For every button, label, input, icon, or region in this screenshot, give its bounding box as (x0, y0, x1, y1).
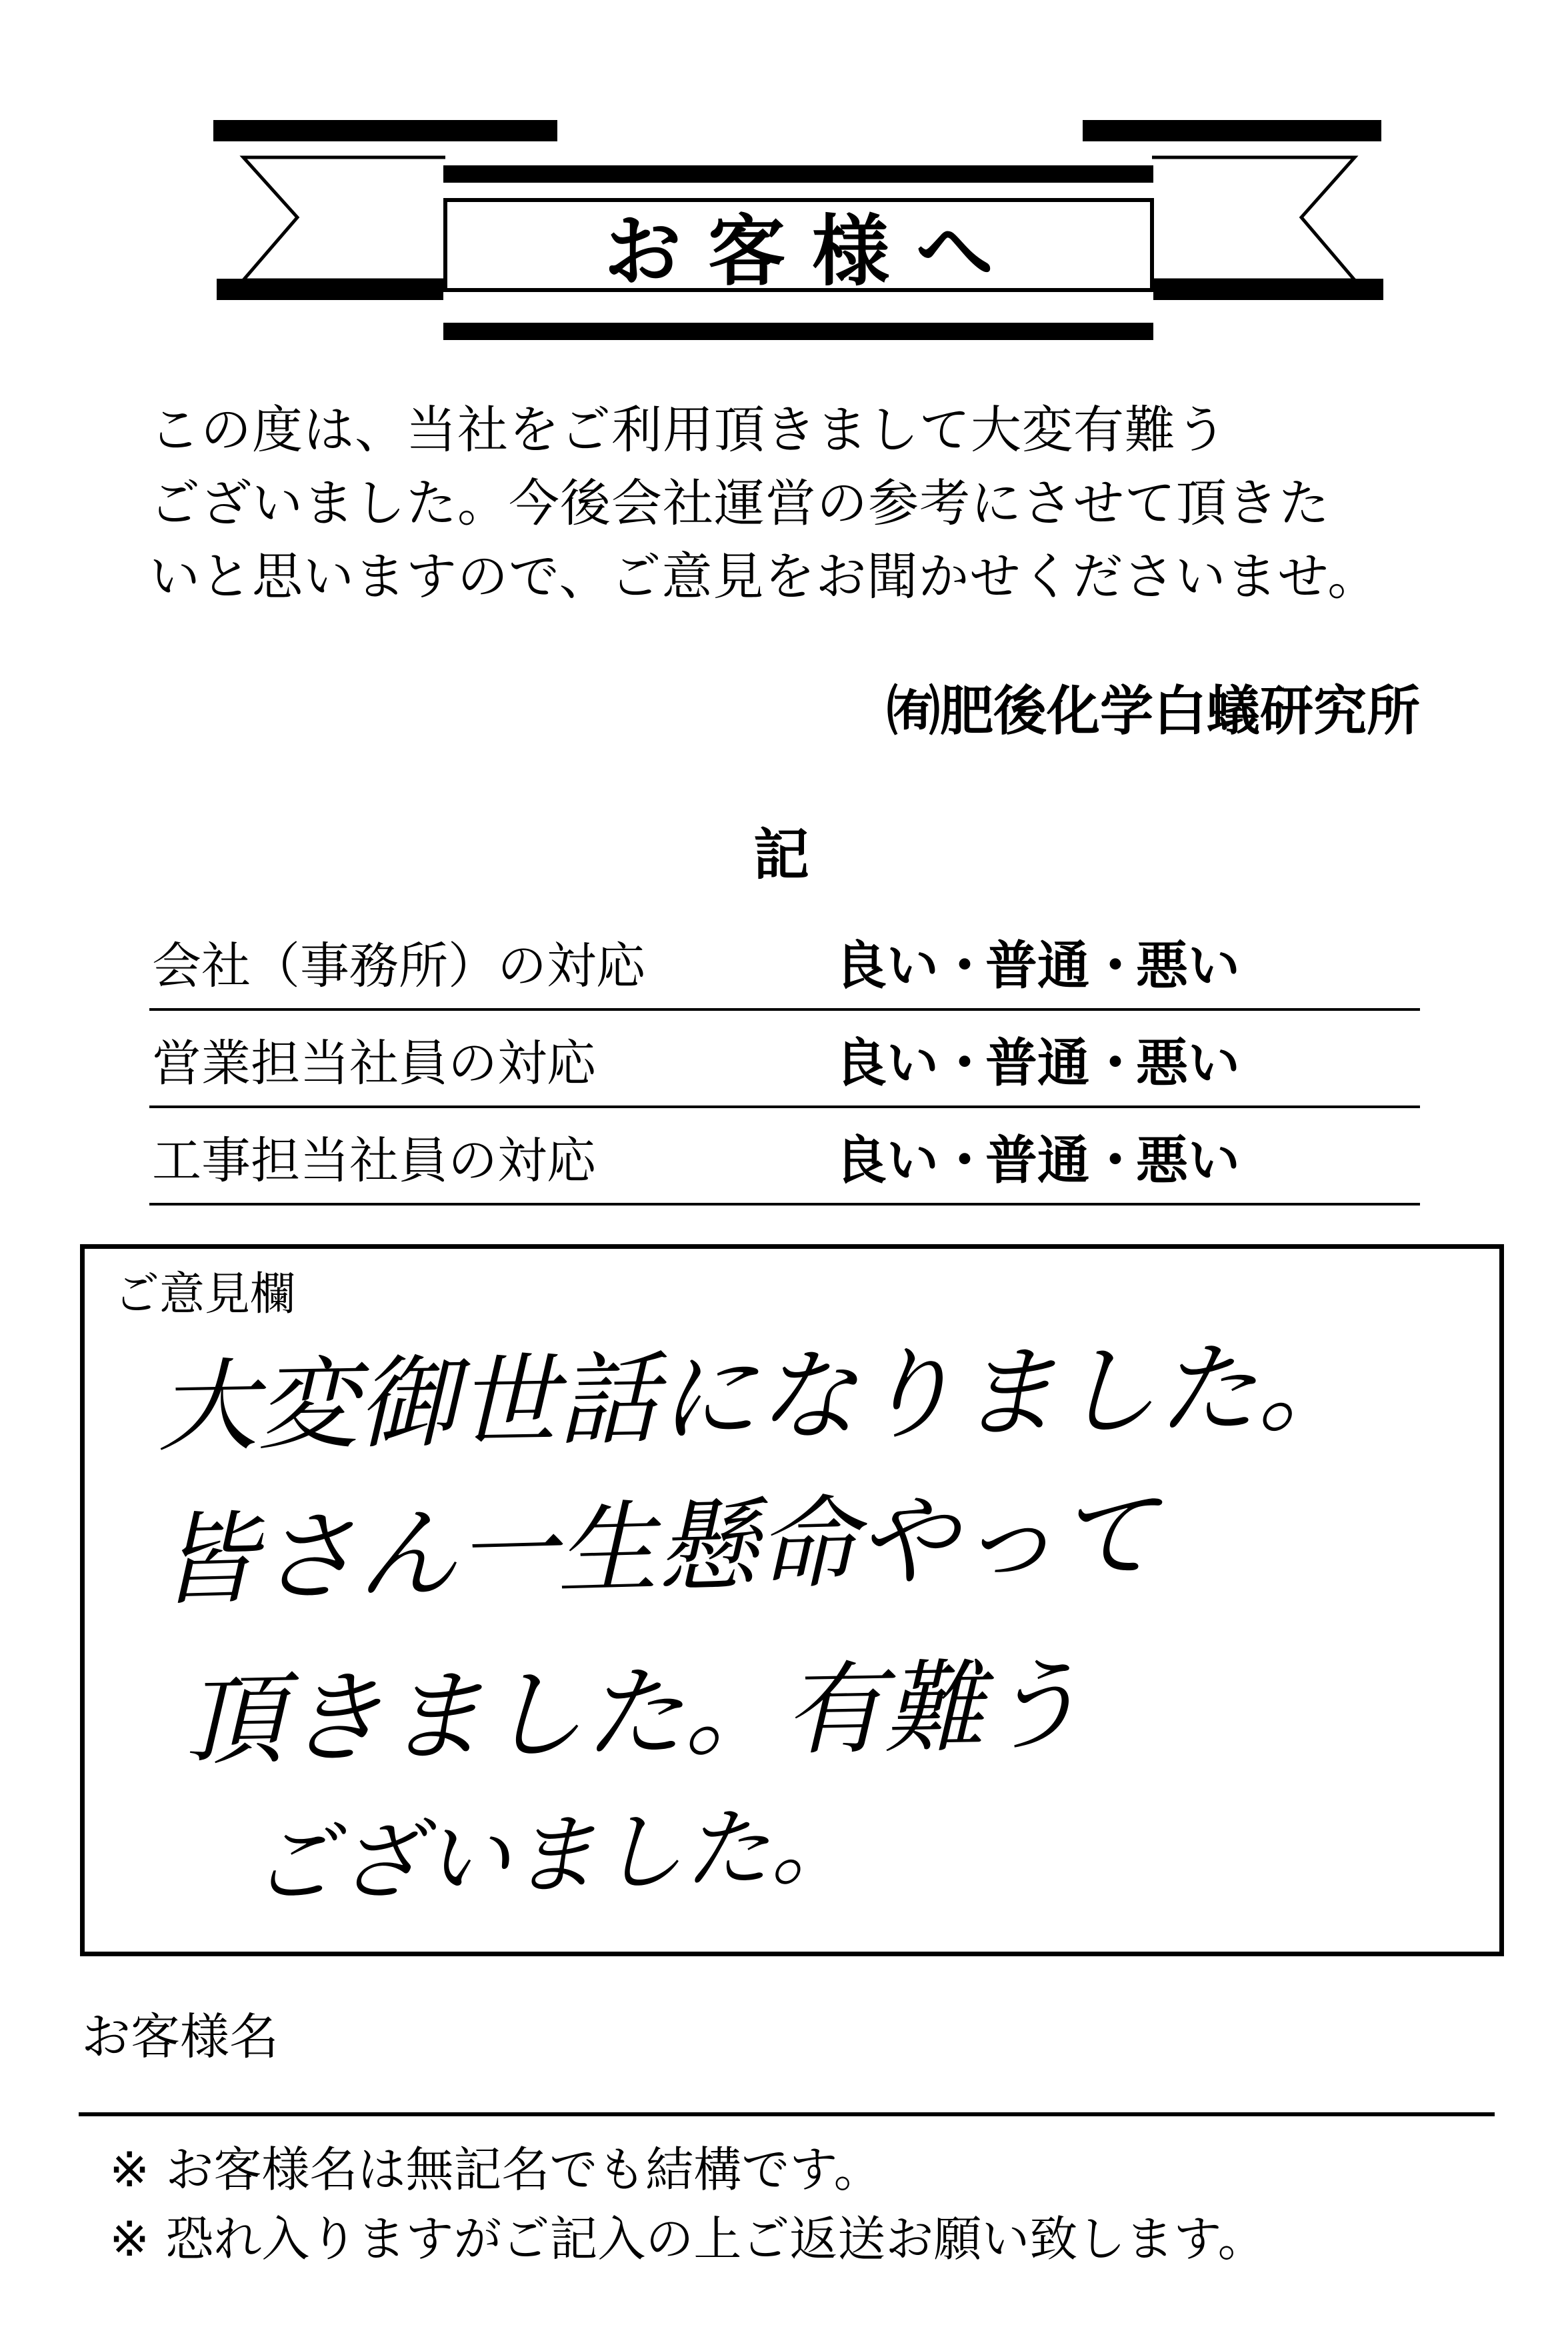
option-separator: ・ (1089, 936, 1142, 996)
note-text: お客様名は無記名でも結構です。 (165, 2142, 882, 2198)
rating-row-construction-staff (149, 1120, 1420, 1206)
rating-label: 工事担当社員の対応 (152, 1132, 596, 1190)
rating-row-company (149, 925, 1420, 1011)
intro-line: ございました。今後会社運営の参考にさせて頂きた (149, 473, 1330, 533)
option-normal[interactable]: 普通 (985, 936, 1090, 996)
ki-heading: 記 (753, 822, 810, 887)
option-good[interactable]: 良い (835, 936, 939, 996)
option-separator: ・ (939, 1033, 991, 1093)
option-bad[interactable]: 悪い (1136, 1131, 1241, 1191)
rating-row-sales-staff (149, 1023, 1420, 1108)
note-anonymous (109, 2131, 882, 2200)
customer-name-field[interactable] (79, 2112, 1495, 2116)
option-separator: ・ (939, 936, 991, 996)
title-banner (0, 0, 1568, 373)
handwritten-line: 皆さん一生懸命やって (155, 1477, 1159, 1620)
note-return-request (109, 2200, 1266, 2270)
rating-label: 営業担当社員の対応 (152, 1035, 596, 1092)
option-normal[interactable]: 普通 (985, 1131, 1090, 1191)
intro-line: いと思いますので、ご意見をお聞かせくださいませ。 (149, 547, 1379, 606)
page-title: お客様へ (604, 206, 1020, 297)
note-mark: ※ (109, 2211, 150, 2267)
company-name: ㈲肥後化学白蟻研究所 (887, 680, 1420, 742)
handwritten-comment (85, 1249, 1509, 1961)
option-good[interactable]: 良い (835, 1131, 939, 1191)
customer-name-label: お客様名 (81, 2008, 279, 2066)
banner-ribbon-graphic (0, 0, 1568, 373)
option-normal[interactable]: 普通 (985, 1033, 1090, 1093)
opinion-box[interactable] (80, 1244, 1504, 1956)
opinion-label: ご意見欄 (114, 1268, 296, 1321)
handwritten-line: ございました。 (248, 1794, 859, 1916)
rating-options (835, 1021, 1240, 1096)
option-separator: ・ (939, 1131, 991, 1191)
rating-options (835, 924, 1240, 999)
note-mark: ※ (109, 2142, 150, 2198)
handwritten-line: 頂きました。有難う (183, 1648, 1085, 1780)
option-bad[interactable]: 悪い (1136, 1033, 1241, 1093)
rating-label: 会社（事務所）の対応 (152, 937, 645, 995)
rating-options (835, 1119, 1240, 1194)
option-good[interactable]: 良い (835, 1033, 939, 1093)
intro-line: この度は、当社をご利用頂きまして大変有難う (149, 400, 1227, 459)
intro-paragraph (149, 393, 1443, 613)
option-separator: ・ (1089, 1033, 1142, 1093)
handwritten-line: 大変御世話になりました。 (156, 1329, 1359, 1466)
note-text: 恐れ入りますがご記入の上ご返送お願い致します。 (165, 2211, 1266, 2267)
option-separator: ・ (1089, 1131, 1142, 1191)
option-bad[interactable]: 悪い (1136, 936, 1241, 996)
